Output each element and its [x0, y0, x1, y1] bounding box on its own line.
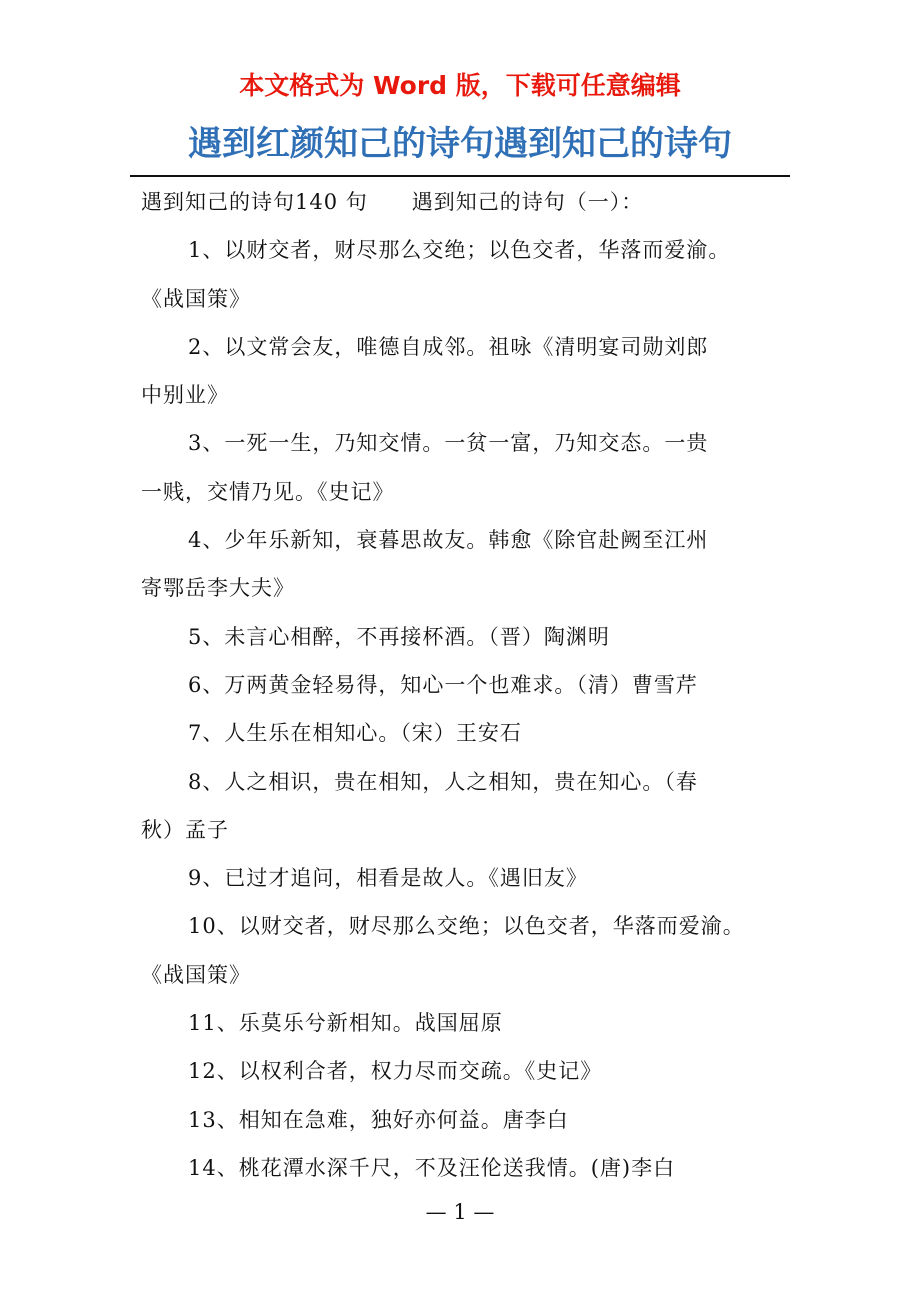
- poem-line: 10、以财交者，财尽那么交绝；以色交者，华落而爱渝。: [188, 914, 745, 939]
- poem-line-continuation: 秋）孟子: [141, 817, 229, 842]
- poem-line: 14、桃花潭水深千尺，不及汪伦送我情。(唐)李白: [188, 1155, 676, 1180]
- poem-line-continuation: 中别业》: [141, 383, 229, 408]
- title-divider: [130, 175, 790, 177]
- poem-list: [141, 226, 801, 1192]
- poem-line: 6、万两黄金轻易得，知心一个也难求。（清）曹雪芹: [188, 672, 698, 697]
- poem-line-continuation: 寄鄂岳李大夫》: [141, 576, 295, 601]
- poem-line-continuation: 《战国策》: [141, 962, 251, 987]
- poem-line: 8、人之相识，贵在相知，人之相知，贵在知心。（春: [188, 769, 698, 794]
- poem-line-continuation: 一贱，交情乃见。《史记》: [141, 479, 395, 504]
- poem-line: 7、人生乐在相知心。（宋）王安石: [188, 721, 522, 746]
- poem-line: 11、乐莫乐兮新相知。战国屈原: [188, 1011, 503, 1036]
- poem-line: 12、以权利合者，权力尽而交疏。《史记》: [188, 1059, 603, 1084]
- page-number: — 1 —: [425, 1200, 495, 1224]
- format-notice-banner: 本文格式为 Word 版，下载可任意编辑: [239, 71, 681, 100]
- document-title: 遇到红颜知己的诗句遇到知己的诗句: [188, 124, 732, 164]
- poem-line: 13、相知在急难，独好亦何益。唐李白: [188, 1107, 569, 1132]
- document-body: [141, 178, 801, 1192]
- poem-line: 1、以财交者，财尽那么交绝；以色交者，华落而爱渝。: [188, 238, 731, 263]
- poem-line: 4、少年乐新知，衰暮思故友。韩愈《除官赴阙至江州: [188, 528, 709, 553]
- poem-line: 5、未言心相醉，不再接杯酒。（晋）陶渊明: [188, 624, 610, 649]
- poem-line-continuation: 《战国策》: [141, 286, 251, 311]
- poem-line: 2、以文常会友，唯德自成邻。祖咏《清明宴司勋刘郎: [188, 334, 709, 359]
- poem-line: 3、一死一生，乃知交情。一贫一富，乃知交态。一贵: [188, 431, 709, 456]
- poem-line: 9、已过才追问，相看是故人。《遇旧友》: [188, 866, 588, 891]
- intro-line: 遇到知己的诗句140 句 遇到知己的诗句（一）：: [141, 190, 644, 214]
